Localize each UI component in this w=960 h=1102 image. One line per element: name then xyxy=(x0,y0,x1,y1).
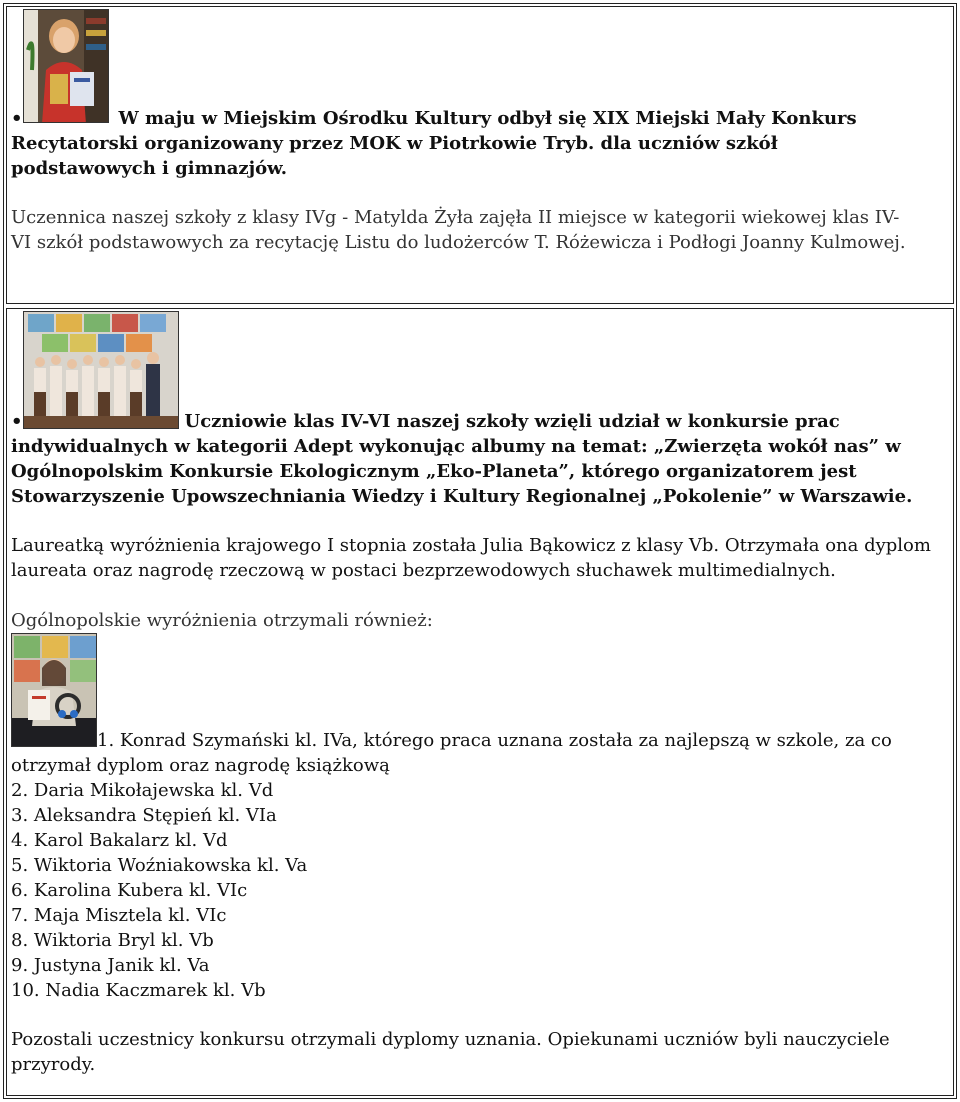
bullet: • xyxy=(11,411,23,432)
headline-text: Uczniowie klas IV-VI naszej szkoły wzięli udział w konkursie prac indywidualnych w kategorii Adept wykonując albumy na temat: „Zwierzęta wokół nas” w Ogólnopolskim Konkursie Ekologicznym „Eko-Planeta”, którego organizatorem jest Stowarzyszenie Upowszechniania Wiedzy i Kultury Regionalnej „Pokolenie” w Warszawie. xyxy=(11,411,913,507)
body-recitation: Uczennica naszej szkoły z klasy IVg - Matylda Żyła zajęła II miejsce w kategorii wiekowej klas IV-VI szkół podstawowych za recytację Listu do ludożerców T. Różewicza i Podłogi Joanny Kulmowej. xyxy=(11,207,906,253)
bullet: • xyxy=(11,108,23,129)
list-item: 10. Nadia Kaczmarek kl. Vb xyxy=(11,980,266,1001)
article-cell-recitation xyxy=(6,6,954,304)
page-table xyxy=(3,3,957,1099)
honorees-list xyxy=(11,728,955,1003)
list-item: 3. Aleksandra Stępień kl. VIa xyxy=(11,805,277,826)
list-item: 5. Wiktoria Woźniakowska kl. Va xyxy=(11,855,308,876)
list-item: 2. Daria Mikołajewska kl. Vd xyxy=(11,780,274,801)
headline-eco-contest xyxy=(11,409,955,509)
list-item: 1. Konrad Szymański kl. IVa, którego praca uznana została za najlepszą w szkole, za co otrzymał dyplom oraz nagrodę książkową xyxy=(11,730,892,776)
list-item: 9. Justyna Janik kl. Va xyxy=(11,955,210,976)
laureate-paragraph: Laureatką wyróżnienia krajowego I stopnia została Julia Bąkowicz z klasy Vb. Otrzymała ona dyplom laureata oraz nagrodę rzeczową w postaci bezprzewodowych słuchawek multimedialnych. xyxy=(11,535,931,581)
closing-paragraph: Pozostali uczestnicy konkursu otrzymali dyplomy uznania. Opiekunami uczniów byli nauczyciele przyrody. xyxy=(11,1029,890,1075)
article-cell-eco-contest xyxy=(6,308,954,1096)
list-item: 7. Maja Misztela kl. VIc xyxy=(11,905,227,926)
others-intro: Ogólnopolskie wyróżnienia otrzymali również: xyxy=(11,610,433,631)
list-item: 8. Wiktoria Bryl kl. Vb xyxy=(11,930,214,951)
headline-recitation xyxy=(11,106,911,181)
list-item: 4. Karol Bakalarz kl. Vd xyxy=(11,830,228,851)
headline-text: W maju w Miejskim Ośrodku Kultury odbył się XIX Miejski Mały Konkurs Recytatorski organizowany przez MOK w Piotrkowie Tryb. dla uczniów szkół podstawowych i gimnazjów. xyxy=(11,108,857,179)
list-item: 6. Karolina Kubera kl. VIc xyxy=(11,880,248,901)
